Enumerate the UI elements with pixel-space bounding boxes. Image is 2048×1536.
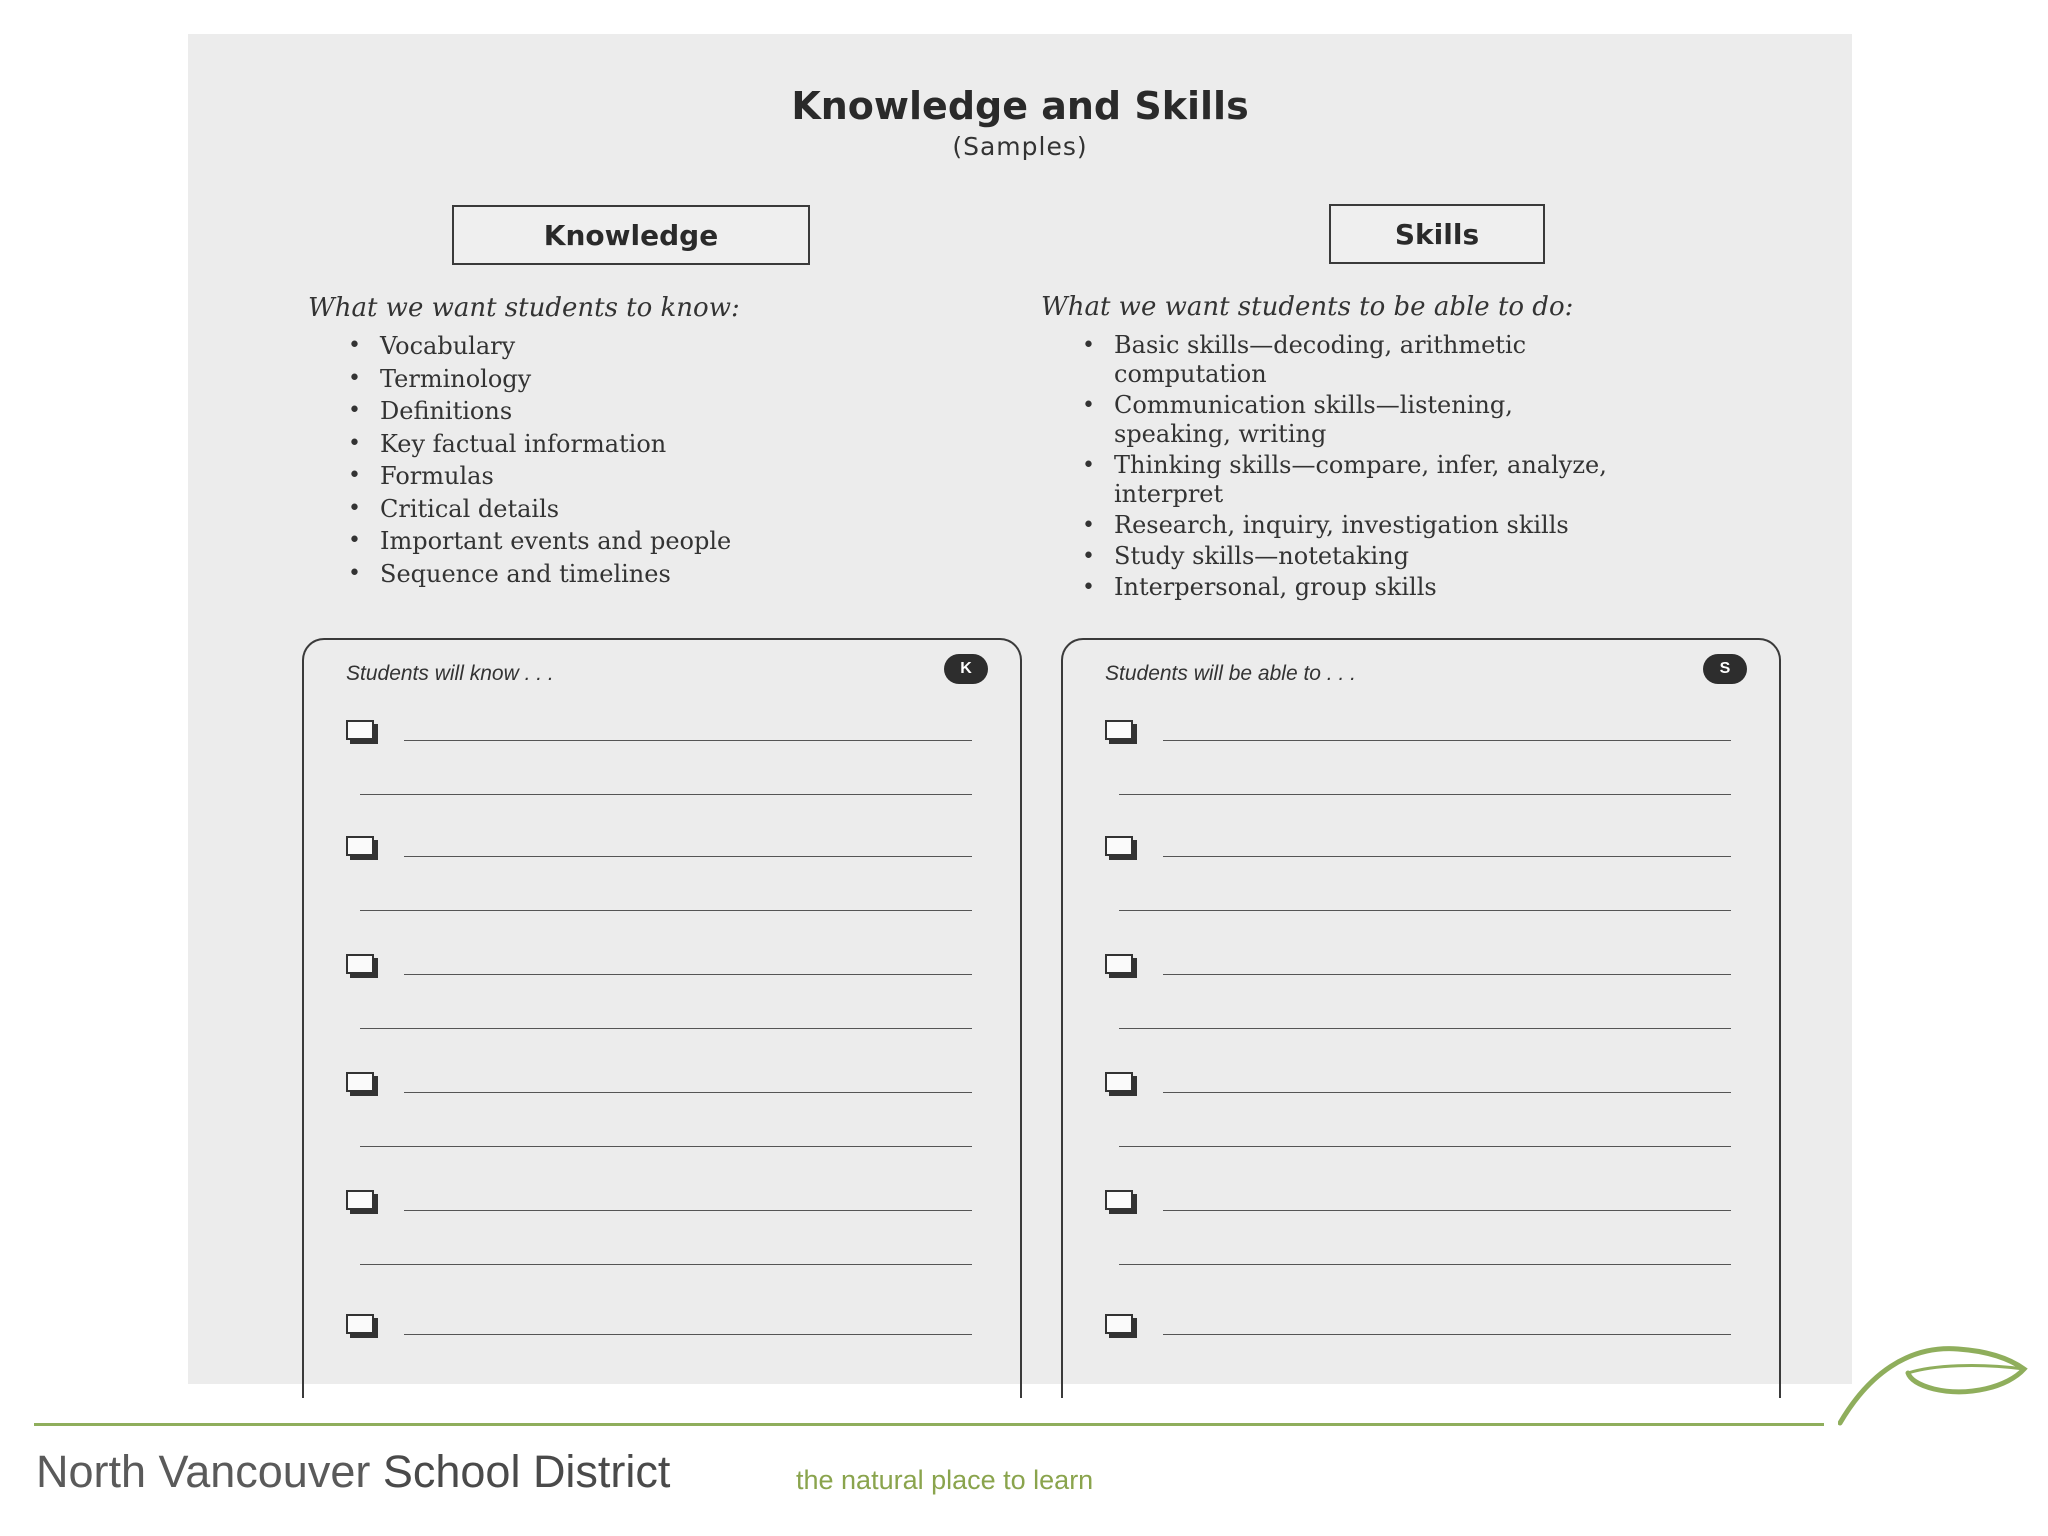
writing-line[interactable] [1163, 1092, 1731, 1093]
list-item: • Critical details [344, 493, 731, 526]
list-item: • Communication skills—listening, speaking, writing [1078, 391, 1607, 449]
skills-list [1078, 331, 1607, 604]
footer-rule [34, 1423, 1824, 1426]
writing-line[interactable] [1163, 1334, 1731, 1335]
writing-line[interactable] [1119, 1028, 1731, 1029]
scanned-worksheet [188, 34, 1852, 1384]
checkbox-icon[interactable] [1105, 1072, 1133, 1092]
writing-line[interactable] [404, 856, 972, 857]
checkbox-icon[interactable] [1105, 1190, 1133, 1210]
list-item: • Terminology [344, 363, 731, 396]
district-tagline: the natural place to learn [796, 1465, 1094, 1495]
list-item: • Interpersonal, group skills [1078, 573, 1607, 602]
writing-line[interactable] [360, 1146, 972, 1147]
page-title: Knowledge and Skills [791, 84, 1249, 128]
page-subtitle: (Samples) [952, 132, 1088, 161]
checkbox-icon[interactable] [346, 954, 374, 974]
writing-line[interactable] [1163, 856, 1731, 857]
district-name: North Vancouver School District [36, 1446, 671, 1497]
checkbox-icon[interactable] [346, 1190, 374, 1210]
skills-lead: What we want students to be able to do: [1041, 292, 1574, 322]
writing-line[interactable] [1119, 910, 1731, 911]
leaf-logo-icon [1838, 1335, 2028, 1427]
writing-line[interactable] [404, 740, 972, 741]
checkbox-icon[interactable] [1105, 1314, 1133, 1334]
knowledge-lead: What we want students to know: [308, 293, 740, 323]
writing-line[interactable] [1119, 1264, 1731, 1265]
list-item: • Thinking skills—compare, infer, analyze, interpret [1078, 451, 1607, 509]
writing-line[interactable] [360, 1264, 972, 1265]
knowledge-list [344, 330, 731, 590]
checkbox-icon[interactable] [346, 1314, 374, 1334]
list-item: • Formulas [344, 460, 731, 493]
checkbox-icon[interactable] [346, 836, 374, 856]
writing-line[interactable] [1119, 794, 1731, 795]
writing-line[interactable] [360, 1028, 972, 1029]
list-item: • Important events and people [344, 525, 731, 558]
knowledge-header: Knowledge [452, 205, 810, 265]
list-item: • Definitions [344, 395, 731, 428]
skills-panel [1061, 638, 1781, 1398]
writing-line[interactable] [360, 910, 972, 911]
list-item: • Study skills—notetaking [1078, 542, 1607, 571]
knowledge-panel-label: Students will know . . . [346, 662, 554, 685]
skills-header: Skills [1329, 204, 1545, 264]
checkbox-icon[interactable] [346, 1072, 374, 1092]
k-badge: K [944, 654, 988, 684]
skills-panel-label: Students will be able to . . . [1105, 662, 1356, 685]
checkbox-icon[interactable] [1105, 954, 1133, 974]
checkbox-icon[interactable] [1105, 836, 1133, 856]
writing-line[interactable] [404, 974, 972, 975]
writing-line[interactable] [404, 1210, 972, 1211]
checkbox-icon[interactable] [346, 720, 374, 740]
checkbox-icon[interactable] [1105, 720, 1133, 740]
knowledge-panel [302, 638, 1022, 1398]
writing-line[interactable] [1163, 1210, 1731, 1211]
writing-line[interactable] [1119, 1146, 1731, 1147]
writing-line[interactable] [404, 1334, 972, 1335]
writing-line[interactable] [360, 794, 972, 795]
s-badge: S [1703, 654, 1747, 684]
list-item: • Research, inquiry, investigation skills [1078, 511, 1607, 540]
list-item: • Key factual information [344, 428, 731, 461]
writing-line[interactable] [404, 1092, 972, 1093]
writing-line[interactable] [1163, 974, 1731, 975]
writing-line[interactable] [1163, 740, 1731, 741]
list-item: • Vocabulary [344, 330, 731, 363]
list-item: • Basic skills—decoding, arithmetic computation [1078, 331, 1607, 389]
list-item: • Sequence and timelines [344, 558, 731, 591]
